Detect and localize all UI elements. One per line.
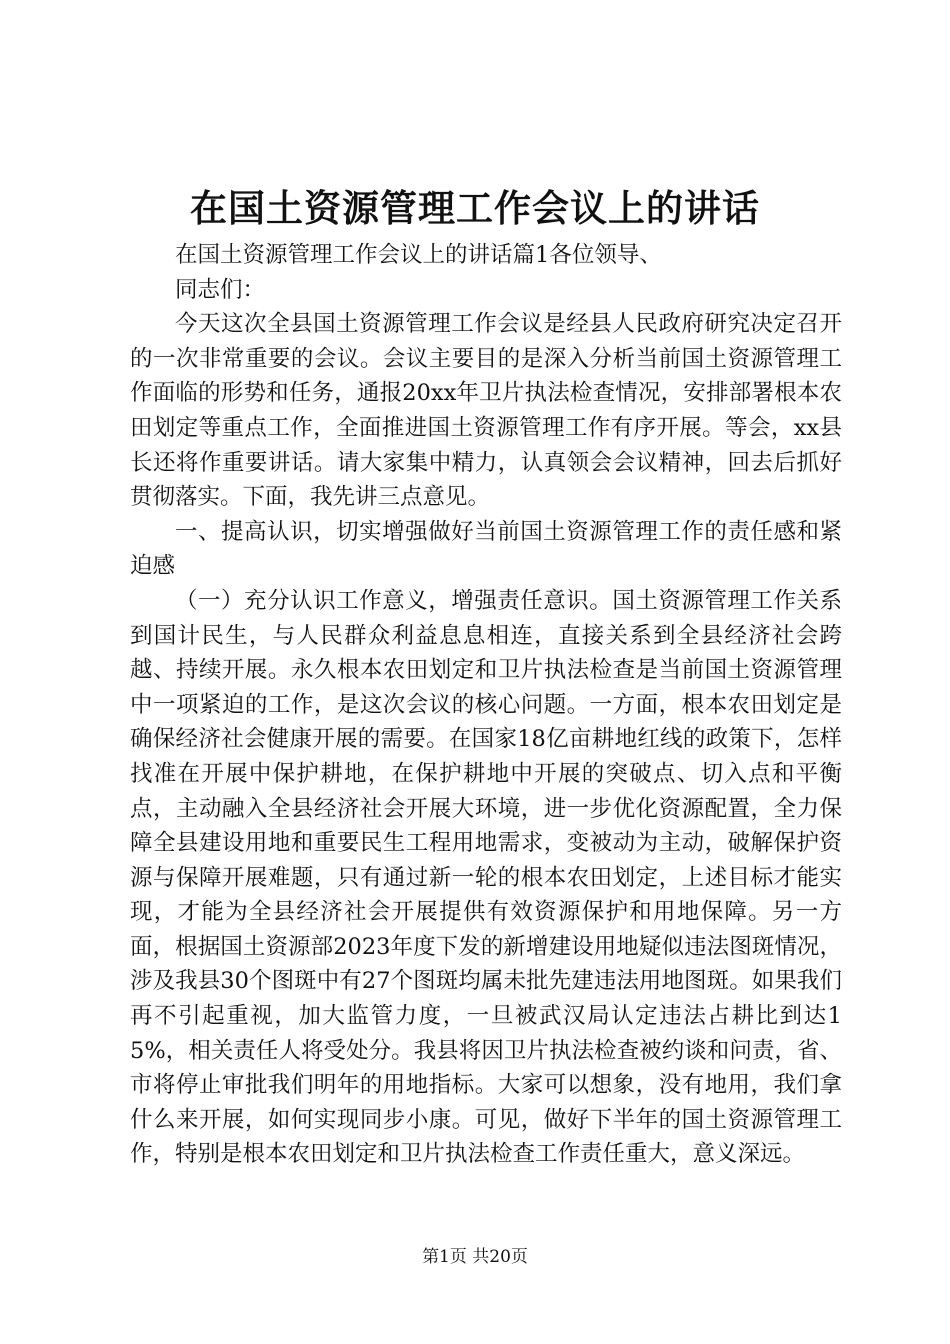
document-body: [130, 238, 842, 1172]
intro-paragraph: 在国土资源管理工作会议上的讲话篇1各位领导、: [175, 242, 662, 268]
salutation-paragraph: 同志们：: [175, 276, 266, 303]
document-title: 在国土资源管理工作会议上的讲话: [190, 186, 760, 230]
opening-paragraph: 今天这次全县国土资源管理工作会议是经县人民政府研究决定召开的一次非常重要的会议。会议主要目的是深入分析当前国土资源管理工作面临的形势和任务，通报20xx年卫片执法检查情况，安排部署根本农田划定等重点工作，全面推进国土资源管理工作有序开展。等会，xx县长还将作重要讲话。请大家集中精力，认真领会会议精神，回去后抓好贯彻落实。下面，我先讲三点意见。: [130, 311, 842, 511]
page-number-footer: 第1页 共20页: [422, 1247, 528, 1267]
section-heading-1: 一、提高认识，切实增强做好当前国土资源管理工作的责任感和紧迫感: [130, 518, 842, 580]
subsection-paragraph-1: （一）充分认识工作意义，增强责任意识。国土资源管理工作关系到国计民生，与人民群众利益息息相连，直接关系到全县经济社会跨越、持续开展。永久根本农田划定和卫片执法检查是当前国土资源管理中一项紧迫的工作，是这次会议的核心问题。一方面，根本农田划定是确保经济社会健康开展的需要。在国家18亿亩耕地红线的政策下，怎样找准在开展中保护耕地，在保护耕地中开展的突破点、切入点和平衡点，主动融入全县经济社会开展大环境，进一步优化资源配置，全力保障全县建设用地和重要民生工程用地需求，变被动为主动，破解保护资源与保障开展难题，只有通过新一轮的根本农田划定，上述目标才能实现，才能为全县经济社会开展提供有效资源保护和用地保障。另一方面，根据国土资源部2023年度下发的新增建设用地疑似违法图斑情况，涉及我县30个图斑中有27个图斑均属未批先建违法用地图斑。如果我们再不引起重视，加大监管力度，一旦被武汉局认定违法占耕比到达15%，相关责任人将受处分。我县将因卫片执法检查被约谈和问责，省、市将停止审批我们明年的用地指标。大家可以想象，没有地用，我们拿什么来开展，如何实现同步小康。可见，做好下半年的国土资源管理工作，特别是根本农田划定和卫片执法检查工作责任重大，意义深远。: [130, 587, 842, 1168]
